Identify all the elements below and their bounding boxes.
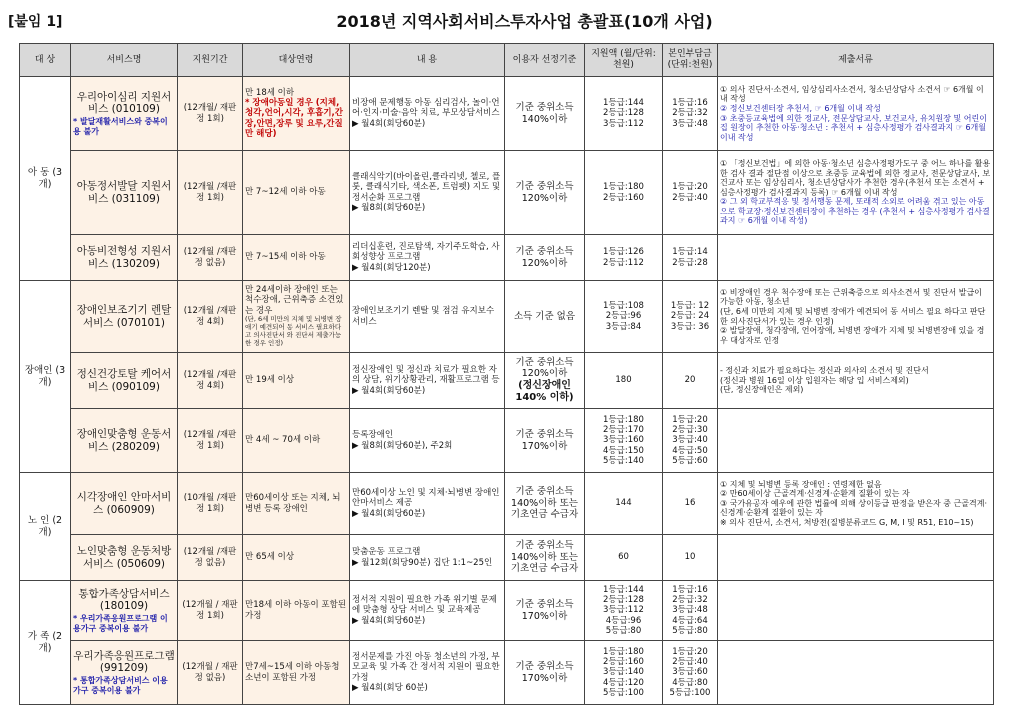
required-document: ① 의사 진단서·소견서, 임상심리사소견서, 청소년상담사 소견서 ☞ 6개월 이내 작성 — [720, 84, 984, 104]
criteria-cell — [505, 77, 585, 151]
support-amount: 1등급:108 — [603, 300, 644, 311]
copay-amount: 1등급:20 — [672, 182, 708, 193]
support-amount-cell — [585, 409, 663, 473]
support-amount: 3등급:112 — [603, 118, 644, 129]
content-cell — [350, 281, 505, 353]
copay-amount: 5등급:60 — [672, 456, 708, 467]
target-age: 만18세 이하 아동이 포함된 가정 — [245, 600, 347, 621]
period-cell — [178, 641, 243, 705]
copay-cell — [663, 409, 718, 473]
copay-cell — [663, 77, 718, 151]
criteria-cell — [505, 581, 585, 641]
period-cell — [178, 353, 243, 409]
service-content: 장애인보조기기 렌탈 및 점검 유지보수 서비스 — [352, 306, 495, 327]
table-row — [20, 409, 994, 473]
support-amount: 5등급:100 — [603, 688, 644, 699]
service-note: * 우리가족응원프로그램 이용가구 중복이용 불가 — [73, 614, 168, 633]
table-row — [20, 151, 994, 235]
service-content: 맞춤운동 프로그램 — [352, 547, 421, 558]
support-amount: 3등급:140 — [603, 667, 644, 678]
copay-amount: 3등급:48 — [672, 118, 708, 129]
content-cell — [350, 409, 505, 473]
required-document: ② 정신보건센터장 추천서, ☞ 6개월 이내 작성 — [720, 103, 881, 113]
criteria-cell — [505, 473, 585, 535]
age-cell — [243, 151, 350, 235]
required-document: ① 지체 및 뇌병변 등록 장애인 : 연령제한 없음 — [720, 479, 882, 489]
selection-criteria: 기준 중위소득 140%이하 — [515, 101, 574, 125]
required-document: ② 만60세이상 근골격계·신경계·순환계 질환이 있는 자 — [720, 489, 910, 499]
support-amount-cell — [585, 353, 663, 409]
content-cell — [350, 151, 505, 235]
criteria-cell — [505, 235, 585, 281]
copay-amount: 2등급:40 — [672, 656, 708, 667]
copay-amount: 3등급:40 — [672, 435, 708, 446]
target-age: 만 7~15세 이하 아동 — [245, 252, 326, 263]
table-header-row — [20, 44, 994, 77]
copay-cell — [663, 151, 718, 235]
service-cell — [71, 641, 178, 705]
support-amount: 1등급:144 — [603, 584, 644, 595]
service-content: 정신장애인 및 정신과 치료가 필요한 자의 상담, 위기상황관리, 재활프로그램 등 — [352, 364, 500, 386]
service-cell — [71, 77, 178, 151]
selection-criteria: 기준 중위소득 120%이하 — [515, 356, 574, 380]
service-name: 장애인보조기기 렌탈서비스 (070101) — [76, 304, 172, 329]
copay-amount: 3등급:48 — [672, 605, 708, 616]
required-document: (단, 정신장애인은 제외) — [720, 385, 804, 395]
service-name: 아동비전형성 지원서비스 (130209) — [76, 245, 172, 270]
support-amount: 4등급:96 — [605, 615, 642, 626]
criteria-special: (정신장애인 140% 이하) — [515, 379, 574, 404]
copay-amount: 2등급:32 — [672, 108, 708, 119]
copay-amount: 5등급:80 — [672, 626, 708, 637]
service-content: 클래식악기(바이올린,클라리넷, 첼로, 플룻, 클래식기타, 색소폰, 트럼펫) 지도 및 정서순화 프로그램 — [352, 171, 501, 203]
group-cell — [20, 281, 71, 473]
service-name: 정신건강토탈 케어서비스 (090109) — [76, 368, 172, 393]
documents-cell — [718, 77, 994, 151]
documents-cell — [718, 581, 994, 641]
session-info: ▶ 월4회(회당60분) — [352, 508, 426, 519]
target-age: 만 19세 이상 — [245, 375, 295, 386]
group-label: 아 동 (3개) — [27, 166, 63, 190]
service-cell — [71, 581, 178, 641]
required-document: ③ 초중등교육법에 의한 정교사, 전문상담교사, 보건교사, 유치원장 및 어린이집 원장이 추천한 아동·청소년 : 추천서 + 심층사정평가 검사결과지 ☞ 6개월 이내 작성 — [720, 113, 987, 142]
support-amount-cell — [585, 151, 663, 235]
support-amount: 4등급:150 — [603, 445, 644, 456]
table-row — [20, 473, 994, 535]
documents-cell — [718, 409, 994, 473]
selection-criteria: 기준 중위소득 170%이하 — [515, 598, 574, 622]
period-cell — [178, 151, 243, 235]
criteria-cell — [505, 353, 585, 409]
copay-amount: 4등급:50 — [672, 445, 708, 456]
col-header-support: 지원액 (월/단위:천원) — [585, 44, 663, 77]
support-amount-cell — [585, 77, 663, 151]
col-header-content: 내 용 — [350, 44, 505, 77]
copay-amount: 2등급:40 — [672, 192, 708, 203]
support-amount: 2등급:170 — [603, 424, 644, 435]
service-content: 만60세이상 노인 및 지체·뇌병변 장애인 안마서비스 제공 — [352, 487, 500, 509]
age-cell — [243, 353, 350, 409]
service-cell — [71, 535, 178, 581]
support-amount: 60 — [618, 552, 629, 563]
support-period: (12개월 /재판정 4회) — [183, 306, 237, 327]
age-cell — [243, 641, 350, 705]
required-document: ③ 국가유공자 예우에 관한 법률에 의해 상이등급 판정을 받은자 중 근골격계·신경계·순환계 질환이 있는 자 — [720, 498, 987, 518]
support-period: (12개월/ 재판정 1회) — [183, 103, 237, 124]
documents-cell — [718, 151, 994, 235]
copay-cell — [663, 473, 718, 535]
summary-table — [19, 43, 994, 705]
service-cell — [71, 151, 178, 235]
col-header-copay: 본인부담금 (단위:천원) — [663, 44, 718, 77]
required-document: (단, 6세 미만의 지체 및 뇌병변 장애가 예견되어 동 서비스 필요 하다고 판단한 의사진단서가 있는 경우 인정) — [720, 306, 986, 326]
copay-amount: 10 — [684, 552, 696, 563]
support-amount: 1등급:180 — [603, 646, 644, 657]
content-cell — [350, 235, 505, 281]
content-cell — [350, 641, 505, 705]
session-info: ▶ 월4회(회당120분) — [352, 262, 431, 273]
group-label: 가 족 (2개) — [27, 630, 63, 654]
page-header — [0, 0, 1009, 40]
selection-criteria: 기준 중위소득 120%이하 — [515, 180, 574, 204]
service-name: 통합가족상담서비스 (180109) — [78, 588, 170, 613]
service-content: 등록장애인 — [352, 430, 394, 441]
documents-cell — [718, 473, 994, 535]
age-cell — [243, 77, 350, 151]
copay-cell — [663, 353, 718, 409]
copay-amount: 1등급:20 — [672, 646, 708, 657]
service-content: 정서문제를 가진 아동 청소년의 가정, 부모교육 및 가족 간 정서적 지원이 필요한 가정 — [352, 651, 500, 683]
table-row — [20, 235, 994, 281]
service-content: 리더십훈련, 진로탐색, 자기주도학습, 사회성향상 프로그램 — [352, 241, 500, 263]
service-cell — [71, 281, 178, 353]
support-amount: 3등급:112 — [603, 605, 644, 616]
support-amount: 4등급:120 — [603, 677, 644, 688]
support-period: (12개월 / 재판정 없음) — [182, 662, 238, 683]
content-cell — [350, 77, 505, 151]
support-amount: 3등급:160 — [603, 435, 644, 446]
selection-criteria: 기준 중위소득 140%이하 또는 기초연금 수급자 — [510, 540, 579, 575]
support-amount: 1등급:126 — [603, 247, 644, 258]
service-name: 장애인맞춤형 운동서비스 (280209) — [76, 428, 172, 453]
session-info: ▶ 월4회(회당60분) — [352, 615, 426, 626]
support-period: (12개월 /재판정 4회) — [183, 370, 237, 391]
copay-amount: 16 — [684, 498, 696, 509]
documents-cell — [718, 235, 994, 281]
session-info: ▶ 월4회(회당60분) — [352, 118, 426, 129]
copay-amount: 4등급:80 — [672, 677, 708, 688]
support-amount: 1등급:180 — [603, 414, 644, 425]
target-age: 만 24세이하 장애인 또는 척수장애, 근위축증 소견있는 경우 — [245, 285, 344, 316]
copay-amount: 1등급:20 — [672, 414, 708, 425]
documents-cell — [718, 281, 994, 353]
criteria-cell — [505, 151, 585, 235]
support-amount: 5등급:140 — [603, 456, 644, 467]
documents-cell — [718, 641, 994, 705]
selection-criteria: 기준 중위소득 120%이하 — [515, 245, 574, 269]
table-row — [20, 77, 994, 151]
documents-cell — [718, 535, 994, 581]
documents-cell — [718, 353, 994, 409]
age-cell — [243, 235, 350, 281]
selection-criteria: 기준 중위소득 170%이하 — [515, 428, 574, 452]
age-cell — [243, 409, 350, 473]
support-period: (10개월 /재판정 1회) — [183, 493, 237, 514]
col-header-docs: 제출서류 — [718, 44, 994, 77]
age-cell — [243, 535, 350, 581]
service-cell — [71, 473, 178, 535]
service-name: 우리가족응원프로그램 (991209) — [73, 650, 175, 675]
service-cell — [71, 353, 178, 409]
support-amount: 2등급:128 — [603, 108, 644, 119]
col-header-criteria: 이용자 선정기준 — [505, 44, 585, 77]
age-note: * 장애아동일 경우 (지체,청각,언어,시각, 후흡기,간장,안면,장루 및 요루,간질만 해당) — [245, 97, 343, 140]
period-cell — [178, 281, 243, 353]
service-cell — [71, 235, 178, 281]
copay-cell — [663, 535, 718, 581]
target-age: 만7세~15세 이하 아동청소년이 포함된 가정 — [245, 662, 340, 683]
age-cell — [243, 581, 350, 641]
service-name: 노인맞춤형 운동처방서비스 (050609) — [76, 545, 172, 570]
service-content: 비장애 문제행동 아동 심리검사, 놀이·언어·인지·미술·음악 치료, 부모상담서비스 — [352, 97, 500, 119]
support-amount-cell — [585, 581, 663, 641]
support-amount: 144 — [615, 498, 632, 509]
copay-amount: 1등급:14 — [672, 247, 708, 258]
copay-amount: 2등급:32 — [672, 594, 708, 605]
content-cell — [350, 535, 505, 581]
required-document: ① 비장애인 경우 척수장애 또는 근위축증으로 의사소견서 및 진단서 발급이 가능한 아동, 청소년 — [720, 287, 982, 307]
session-info: ▶ 월12회(회당90분) 집단 1:1~25인 — [352, 557, 493, 568]
col-header-age: 대상연령 — [243, 44, 350, 77]
support-period: (12개월 /재판정 없음) — [183, 247, 237, 268]
target-age: 만 18세 이하 — [245, 87, 295, 98]
copay-amount: 2등급: 24 — [670, 311, 710, 322]
target-age: 만 65세 이상 — [245, 552, 295, 563]
session-info: ▶ 월8회(회당60분), 주2회 — [352, 440, 453, 451]
criteria-cell — [505, 535, 585, 581]
copay-amount: 2등급:28 — [672, 257, 708, 268]
copay-amount: 1등급:16 — [672, 97, 708, 108]
criteria-cell — [505, 409, 585, 473]
copay-amount: 3등급:60 — [672, 667, 708, 678]
support-amount-cell — [585, 535, 663, 581]
selection-criteria: 기준 중위소득 170%이하 — [515, 660, 574, 684]
col-header-service: 서비스명 — [71, 44, 178, 77]
required-document: ① 「정신보건법」에 의한 아동·청소년 심층사정평가도구 중 어느 하나를 활용한 검사 결과 절단점 이상으로 초중등 교육법에 의한 정교사, 전문상담교사, 보건교사 또는 임상심리사, 청소년상담사가 추천한 경우(추천서 또는 소견서 + 심층사정평가 검사결과지 등록) ☞ 6개월 이내 작성 — [720, 158, 991, 197]
col-header-target: 대 상 — [20, 44, 71, 77]
support-period: (12개월 /재판정 1회) — [183, 182, 237, 203]
copay-amount: 4등급:64 — [672, 615, 708, 626]
group-cell — [20, 473, 71, 581]
required-document: ② 발달장애, 청각장애, 언어장애, 뇌병변 장애가 지체 및 뇌병변장애 있을 경우 대상자로 인정 — [720, 326, 985, 345]
period-cell — [178, 581, 243, 641]
copay-amount: 20 — [684, 375, 696, 386]
copay-amount: 5등급:100 — [669, 688, 711, 699]
required-document: ② 그 외 학교부적응 및 정서행동 문제, 또래적 소외로 어려움 겪고 있는 아동으로 학교장·정신보건센터장이 추천하는 경우 (추천서 + 심층사정평가 검사결과지 ☞ 6개월 이내 작성) — [720, 197, 990, 226]
copay-amount: 1등급: 12 — [670, 300, 710, 311]
age-cell — [243, 281, 350, 353]
service-name: 우리아이심리 지원서비스 (010109) — [76, 91, 172, 116]
support-amount: 2등급:96 — [605, 311, 642, 322]
required-document: - 정신과 치료가 필요하다는 정신과 의사의 소견서 및 진단서 — [720, 366, 929, 376]
age-cell — [243, 473, 350, 535]
target-age: 만 4세 ~ 70세 이하 — [245, 435, 321, 446]
service-note: * 발달재활서비스와 중복이용 불가 — [73, 117, 168, 136]
group-label: 노 인 (2개) — [27, 514, 63, 538]
support-amount-cell — [585, 281, 663, 353]
support-period: (12개월 /재판정 없음) — [183, 547, 237, 568]
copay-cell — [663, 581, 718, 641]
target-age: 만60세이상 또는 지체, 뇌병변 등록 장애인 — [245, 493, 341, 514]
col-header-period: 지원기간 — [178, 44, 243, 77]
support-amount: 2등급:128 — [603, 594, 644, 605]
service-note: * 통합가족상담서비스 이용가구 중복이용 불가 — [73, 676, 168, 695]
support-amount-cell — [585, 473, 663, 535]
support-amount-cell — [585, 641, 663, 705]
copay-cell — [663, 235, 718, 281]
age-note: (단, 6세 미만의 지체 및 뇌병변 장애기 예견되어 동 서비스 필요하다고 의사진단서 와 진단서 제출가능한 경우 인정) — [245, 315, 342, 347]
copay-amount: 2등급:30 — [672, 424, 708, 435]
copay-cell — [663, 281, 718, 353]
selection-criteria: 소득 기준 없음 — [513, 310, 576, 322]
period-cell — [178, 473, 243, 535]
group-cell — [20, 581, 71, 705]
service-name: 시각장애인 안마서비스 (060909) — [76, 491, 172, 516]
support-amount: 2등급:160 — [603, 656, 644, 667]
required-document: ※ 의사 진단서, 소견서, 처방전(질병분류코드 G, M, I 및 R51, E10~15) — [720, 517, 974, 527]
table-row — [20, 353, 994, 409]
copay-cell — [663, 641, 718, 705]
session-info: ▶ 월4회(회당 60분) — [352, 682, 428, 693]
support-amount-cell — [585, 235, 663, 281]
content-cell — [350, 473, 505, 535]
session-info: ▶ 월8회(회당60분) — [352, 202, 426, 213]
period-cell — [178, 409, 243, 473]
period-cell — [178, 235, 243, 281]
period-cell — [178, 535, 243, 581]
copay-amount: 1등급:16 — [672, 584, 708, 595]
selection-criteria: 기준 중위소득 140%이하 또는 기초연금 수급자 — [510, 486, 579, 521]
page-title: 2018년 지역사회서비스투자사업 총괄표(10개 사업) — [336, 12, 713, 31]
copay-amount: 3등급: 36 — [670, 321, 710, 332]
table-row — [20, 535, 994, 581]
support-amount: 2등급:112 — [603, 257, 644, 268]
group-cell — [20, 77, 71, 281]
required-document: (정신과 병원 16일 이상 입원자는 해당 입 서비스제외) — [720, 375, 909, 385]
table-row — [20, 281, 994, 353]
support-amount: 5등급:80 — [605, 626, 642, 637]
period-cell — [178, 77, 243, 151]
support-period: (12개월 / 재판정 1회) — [182, 600, 238, 621]
criteria-cell — [505, 281, 585, 353]
content-cell — [350, 581, 505, 641]
session-info: ▶ 월4회(회당60분) — [352, 385, 426, 396]
attachment-label: [붙임 1] — [8, 14, 63, 30]
support-amount: 1등급:144 — [603, 97, 644, 108]
support-amount: 2등급:160 — [603, 192, 644, 203]
criteria-cell — [505, 641, 585, 705]
table-row — [20, 641, 994, 705]
service-content: 정서적 지원이 필요한 가족 위기별 문제에 맞춤형 상담 서비스 및 교육제공 — [352, 594, 497, 616]
support-period: (12개월 /재판정 1회) — [183, 430, 237, 451]
support-amount: 1등급:180 — [603, 182, 644, 193]
content-cell — [350, 353, 505, 409]
table-row — [20, 581, 994, 641]
target-age: 만 7~12세 이하 아동 — [245, 187, 326, 198]
service-cell — [71, 409, 178, 473]
support-amount: 3등급:84 — [605, 321, 642, 332]
group-label: 장애인 (3개) — [24, 364, 66, 388]
support-amount: 180 — [615, 375, 632, 386]
service-name: 아동정서발달 지원서비스 (031109) — [76, 180, 172, 205]
